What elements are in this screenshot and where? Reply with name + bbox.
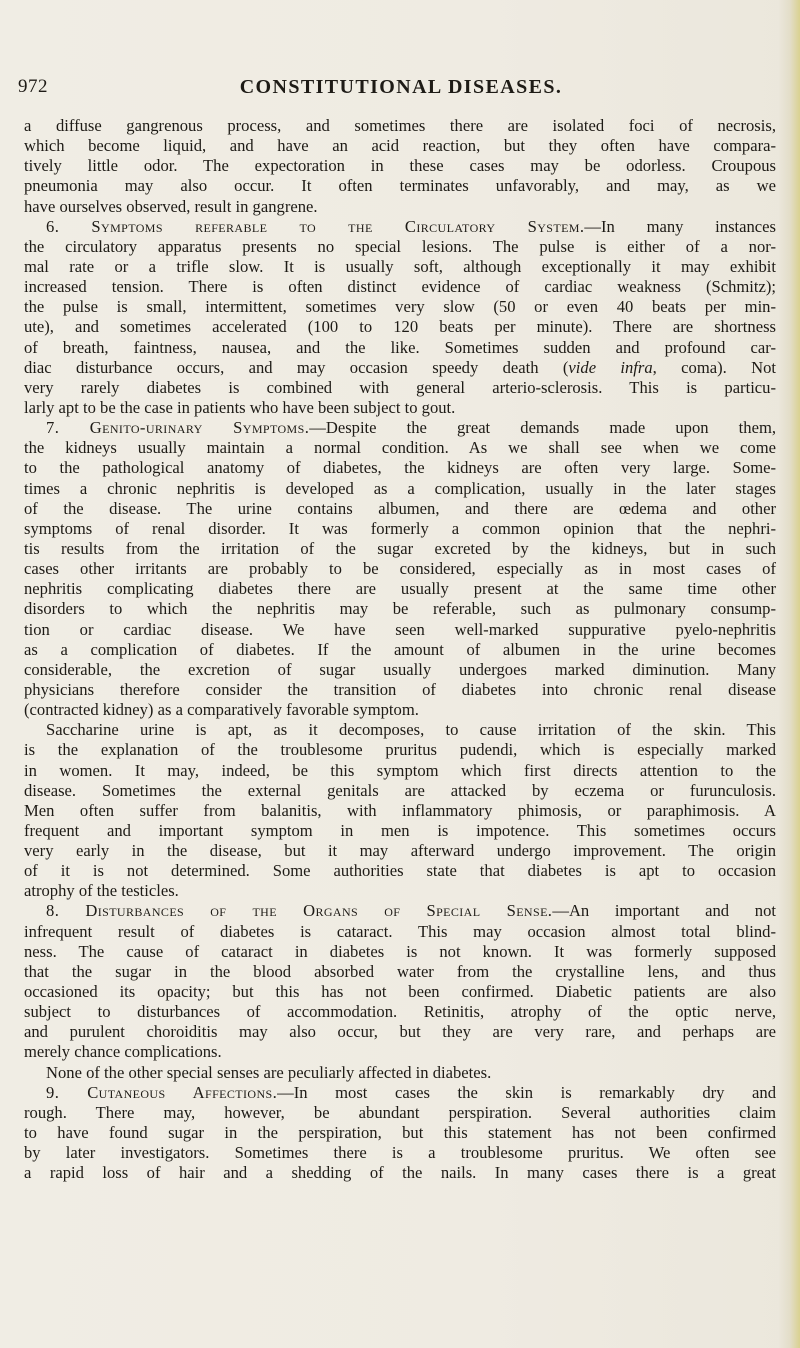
text-line: to the pathological anatomy of diabetes, the kidneys are often very large. Some- <box>24 458 776 478</box>
text-line: tion or cardiac disease. We have seen well-marked suppurative pyelo-nephritis <box>24 619 776 639</box>
text-line: the circulatory apparatus presents no special lesions. The pulse is either of a nor- <box>24 236 776 256</box>
text-line: a diffuse gangrenous process, and sometimes there are isolated foci of necrosis, <box>24 116 776 135</box>
text-line: of the disease. The urine contains albumen, and there are œdema and other <box>24 498 776 518</box>
text-line: cases other irritants are probably to be considered, especially as in most cases of <box>24 559 776 579</box>
text-line: larly apt to be the case in patients who have been subject to gout. <box>24 397 456 417</box>
text-line: frequent and important symptom in men is impotence. This sometimes occurs <box>24 820 776 840</box>
text-line: the kidneys usually maintain a normal condition. As we shall see when we come <box>24 438 776 458</box>
text-line: (contracted kidney) as a comparatively favorable symptom. <box>24 700 419 720</box>
text-line: considerable, the excretion of sugar usually undergoes marked diminution. Many <box>24 659 776 679</box>
text-line: occasioned its opacity; but this has not been confirmed. Diabetic patients are also <box>24 982 776 1002</box>
section-heading-genito-urinary: 7. Genito-urinary Symptoms. <box>46 418 310 438</box>
text-line: tis results from the irritation of the sugar excreted by the kidneys, but in such <box>24 538 776 558</box>
text-line: None of the other special senses are peculiarly affected in diabetes. <box>46 1062 492 1082</box>
text-segment: , coma). Not <box>652 357 776 377</box>
text-line: is the explanation of the troublesome pruritus pudendi, which is especially marked <box>24 740 776 760</box>
italic-phrase: vide infra <box>568 357 653 377</box>
text-line: very early in the disease, but it may afterward undergo improvement. The origin <box>24 841 776 861</box>
text-line: ness. The cause of cataract in diabetes is not known. It was formerly supposed <box>24 941 776 961</box>
page-header <box>18 76 784 102</box>
text-line: nephritis complicating diabetes there are usually present at the same time other <box>24 579 776 599</box>
text-line: times a chronic nephritis is developed as a complication, usually in the later stages <box>24 478 776 498</box>
text-line: mal rate or a trifle slow. It is usually soft, although exceptionally it may exhibit <box>24 256 776 276</box>
text-line: of it is not determined. Some authorities state that diabetes is apt to occasion <box>24 861 776 881</box>
text-line: and purulent choroiditis may also occur, but they are very rare, and perhaps are <box>24 1022 776 1042</box>
running-title: CONSTITUTIONAL DISEASES. <box>239 76 563 98</box>
text-line: a rapid loss of hair and a shedding of the nails. In many cases there is a great <box>24 1163 776 1183</box>
page-edge-shadow <box>778 0 800 1348</box>
text-line: atrophy of the testicles. <box>24 881 179 901</box>
text-line: as a complication of diabetes. If the amount of albumen in the urine becomes <box>24 639 776 659</box>
text-line: have ourselves observed, result in gangrene. <box>24 196 318 216</box>
text-line: disease. Sometimes the external genitals are attacked by eczema or furunculosis. <box>24 780 776 800</box>
text-line: increased tension. There is often distinct evidence of cardiac weakness (Schmitz); <box>24 277 776 297</box>
text-line: physicians therefore consider the transition of diabetes into chronic renal disease <box>24 679 776 699</box>
text-segment: —In many instances <box>584 216 776 236</box>
text-segment: diac disturbance occurs, and may occasion speedy death ( <box>24 357 569 377</box>
section-heading-line <box>24 1083 776 1103</box>
section-heading-line <box>24 901 776 921</box>
text-line: in women. It may, indeed, be this symptom which first directs attention to the <box>24 760 776 780</box>
text-line: pneumonia may also occur. It often terminates unfavorably, and may, as we <box>24 176 776 196</box>
section-heading-special-sense: 8. Disturbances of the Organs of Special Sense. <box>46 901 553 921</box>
section-heading-circulatory: 6. Symptoms referable to the Circulatory System. <box>46 216 585 236</box>
text-line: by later investigators. Sometimes there is a troublesome pruritus. We often see <box>24 1143 776 1163</box>
section-heading-line <box>24 217 776 237</box>
text-line: of breath, faintness, nausea, and the like. Sometimes sudden and profound car- <box>24 337 776 357</box>
text-line: very rarely diabetes is combined with general arterio-sclerosis. This is particu- <box>24 377 776 397</box>
text-line: Saccharine urine is apt, as it decomposes, to cause irritation of the skin. This <box>46 720 776 740</box>
text-line: tively little odor. The expectoration in these cases may be odorless. Croupous <box>24 156 776 176</box>
text-line <box>24 358 776 378</box>
text-line: subject to disturbances of accommodation. Retinitis, atrophy of the optic nerve, <box>24 1002 776 1022</box>
page-number: 972 <box>18 76 48 97</box>
text-segment: —In most cases the skin is remarkably dry and <box>277 1082 776 1102</box>
text-line: rough. There may, however, be abundant perspiration. Several authorities claim <box>24 1102 776 1122</box>
text-line: symptoms of renal disorder. It was formerly a common opinion that the nephri- <box>24 518 776 538</box>
text-line: Men often suffer from balanitis, with inflammatory phimosis, or paraphimosis. A <box>24 800 776 820</box>
text-line: disorders to which the nephritis may be referable, such as pulmonary consump- <box>24 599 776 619</box>
text-line: to have found sugar in the perspiration, but this statement has not been confirmed <box>24 1123 776 1143</box>
text-line: ute), and sometimes accelerated (100 to 120 beats per minute). There are shortness <box>24 317 776 337</box>
text-line: infrequent result of diabetes is cataract. This may occasion almost total blind- <box>24 921 776 941</box>
text-line: which become liquid, and have an acid reaction, but they often have compara- <box>24 136 776 156</box>
text-segment: —Despite the great demands made upon them, <box>309 418 776 438</box>
section-heading-line <box>24 418 776 438</box>
body-text <box>24 116 776 1183</box>
text-line: merely chance complications. <box>24 1042 222 1062</box>
text-segment: —An important and not <box>552 901 776 921</box>
section-heading-cutaneous: 9. Cutaneous Affections. <box>46 1082 278 1102</box>
text-line: the pulse is small, intermittent, sometimes very slow (50 or even 40 beats per min- <box>24 297 776 317</box>
text-line: that the sugar in the blood absorbed water from the crystalline lens, and thus <box>24 961 776 981</box>
